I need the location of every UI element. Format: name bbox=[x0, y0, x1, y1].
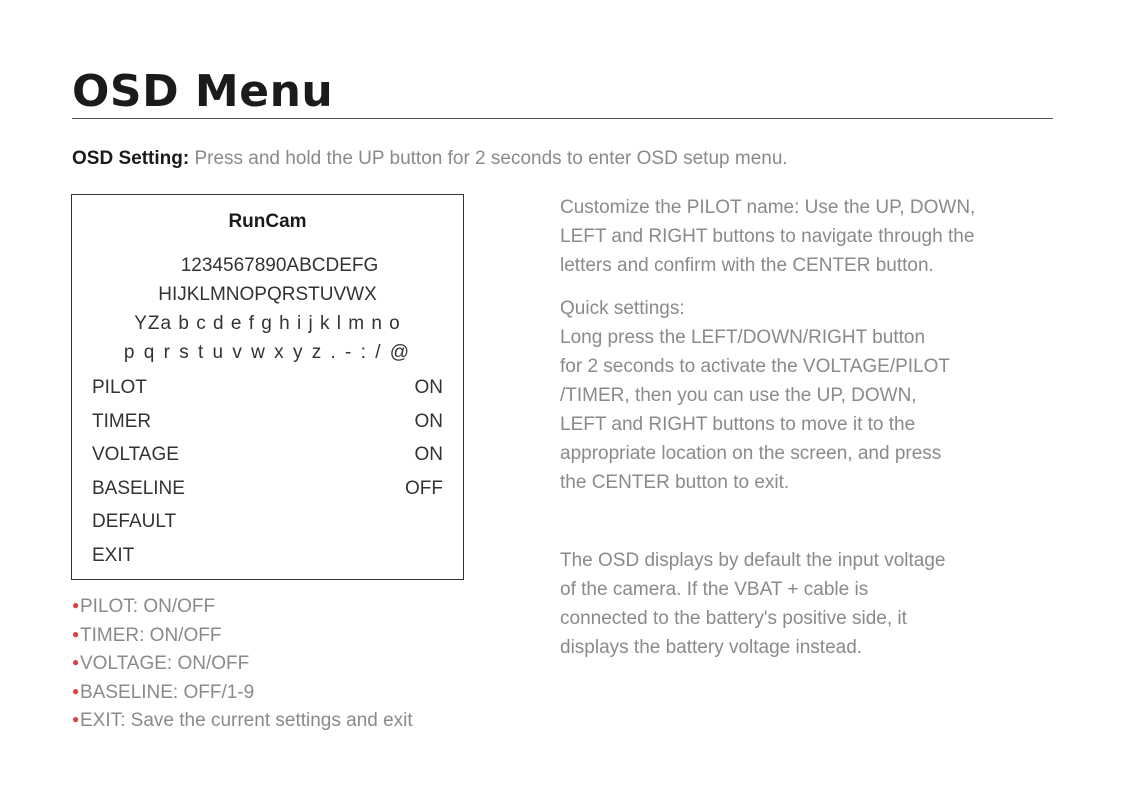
page-title: OSD Menu bbox=[72, 66, 334, 117]
intro-text: Press and hold the UP button for 2 seconds to enter OSD setup menu. bbox=[189, 148, 788, 169]
osd-menu-preview bbox=[71, 194, 464, 580]
quick-settings-paragraph bbox=[560, 294, 1040, 497]
paragraph-line: The OSD displays by default the input voltage bbox=[560, 550, 946, 571]
bullet-dot-icon: ● bbox=[72, 655, 80, 669]
paragraph-line: for 2 seconds to activate the VOLTAGE/PILOT bbox=[560, 356, 951, 377]
list-item-text: VOLTAGE: ON/OFF bbox=[80, 653, 250, 674]
paragraph-line: LEFT and RIGHT buttons to navigate through the bbox=[560, 226, 975, 247]
list-item bbox=[72, 596, 413, 625]
bullet-dot-icon: ● bbox=[72, 683, 80, 698]
paragraph-line: appropriate location on the screen, and press bbox=[560, 443, 942, 464]
paragraph-line: connected to the battery's positive side, it bbox=[560, 608, 907, 629]
osd-option-value: ON bbox=[414, 377, 443, 398]
list-item bbox=[72, 682, 413, 711]
list-item-text: EXIT: Save the current settings and exit bbox=[80, 710, 413, 731]
paragraph-line: /TIMER, then you can use the UP, DOWN, bbox=[560, 385, 917, 406]
osd-option-timer bbox=[92, 411, 443, 437]
osd-charset-line: YZa b c d e f g h i j k l m n o bbox=[134, 313, 401, 334]
osd-charset-line: HIJKLMNOPQRSTUVWX bbox=[158, 284, 377, 305]
list-item bbox=[72, 625, 413, 654]
osd-option-name: DEFAULT bbox=[92, 511, 177, 532]
paragraph-line: of the camera. If the VBAT + cable is bbox=[560, 579, 869, 600]
paragraph-line: LEFT and RIGHT buttons to move it to the bbox=[560, 414, 916, 435]
intro-lead: OSD Setting: bbox=[72, 148, 190, 169]
paragraph-line: letters and confirm with the CENTER button. bbox=[560, 255, 934, 276]
list-item bbox=[72, 653, 413, 682]
osd-option-voltage bbox=[92, 444, 443, 470]
osd-option-value: ON bbox=[414, 411, 443, 432]
list-item-text: PILOT: ON/OFF bbox=[80, 596, 216, 617]
list-item bbox=[72, 710, 413, 739]
paragraph-line: the CENTER button to exit. bbox=[560, 472, 790, 493]
osd-option-name: TIMER bbox=[92, 411, 152, 432]
paragraph-line: Long press the LEFT/DOWN/RIGHT button bbox=[560, 327, 926, 348]
osd-charset-line: 1234567890ABCDEFG bbox=[180, 255, 379, 276]
title-divider bbox=[72, 118, 1053, 119]
osd-setting-intro bbox=[72, 148, 788, 170]
option-list bbox=[72, 596, 413, 739]
bullet-dot-icon: ● bbox=[72, 712, 80, 726]
osd-option-default bbox=[92, 511, 443, 537]
osd-option-baseline bbox=[92, 478, 443, 504]
osd-option-value: OFF bbox=[405, 478, 443, 499]
osd-option-name: PILOT bbox=[92, 377, 147, 398]
list-item-text: TIMER: ON/OFF bbox=[80, 624, 222, 646]
osd-option-name: EXIT bbox=[92, 545, 135, 566]
list-item-text: BASELINE: OFF/1-9 bbox=[80, 681, 255, 703]
pilot-name-paragraph bbox=[560, 193, 1040, 280]
osd-brand-name: RunCam bbox=[228, 211, 307, 232]
osd-option-exit bbox=[92, 545, 443, 571]
osd-option-value: ON bbox=[414, 444, 443, 465]
bullet-dot-icon: ● bbox=[72, 626, 80, 641]
osd-charset-line: p q r s t u v w x y z . - : / @ bbox=[123, 342, 412, 363]
bullet-dot-icon: ● bbox=[72, 598, 80, 612]
voltage-paragraph bbox=[560, 546, 1040, 662]
paragraph-heading: Quick settings: bbox=[560, 298, 685, 319]
osd-option-pilot bbox=[92, 377, 443, 403]
paragraph-line: displays the battery voltage instead. bbox=[560, 637, 863, 658]
paragraph-line: Customize the PILOT name: Use the UP, DOWN, bbox=[560, 197, 976, 218]
osd-option-name: BASELINE bbox=[92, 478, 185, 499]
osd-option-name: VOLTAGE bbox=[92, 444, 179, 465]
